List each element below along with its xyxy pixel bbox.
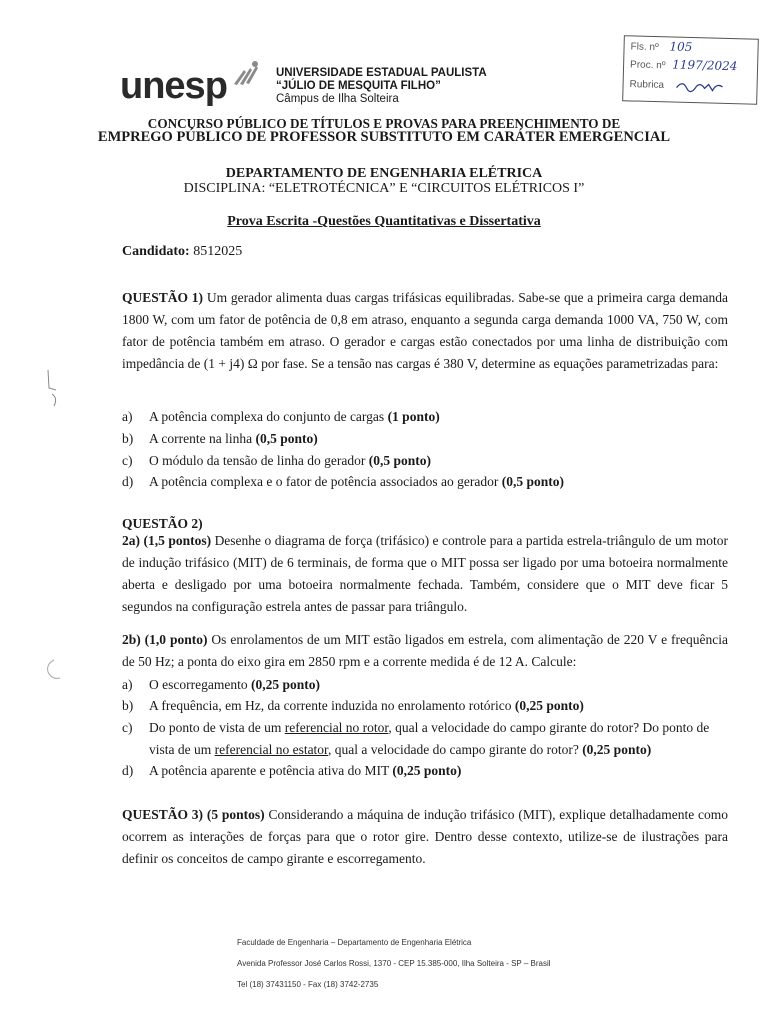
stamp-fls-label: Fls. nº	[630, 41, 659, 54]
question-2b-item: a) O escorregamento (0,25 ponto)	[122, 677, 320, 692]
punch-hole-icon	[44, 658, 64, 682]
question-1-item: a) A potência complexa do conjunto de cargas (1 ponto)	[122, 409, 440, 424]
question-2a-label: 2a) (1,5 pontos)	[122, 533, 212, 548]
question-3-text: Considerando a máquina de indução trifásico (MIT), explique detalhadamente como ocorrem as interações de forças para que o rotor gire. Dentro desse contexto, utilize-se de ilustrações para definir os conceitos de campo girante e escorregamento.	[122, 807, 729, 866]
question-1-item: b) A corrente na linha (0,5 ponto)	[122, 431, 318, 446]
protocol-stamp	[622, 35, 759, 105]
university-honoree: “JÚLIO DE MESQUITA FILHO”	[276, 80, 441, 92]
unesp-logo-mark-icon	[228, 58, 262, 88]
stamp-fls-value: 105	[669, 39, 693, 55]
question-2b	[122, 629, 728, 673]
question-2b-item: c) Do ponto de vista de um referencial no rotor, qual a velocidade do campo girante do rotor? Do ponto de vista de um referencial no estator, qual a velocidade do campo girante do rotor? (0,25 ponto)	[122, 720, 710, 757]
unesp-logo-text: unesp	[120, 65, 227, 107]
footer-phone: Tel (18) 37431150 - Fax (18) 3742-2735	[237, 980, 379, 989]
signature-icon	[675, 78, 725, 95]
exam-title: Prova Escrita -Questões Quantitativas e Dissertativa	[227, 214, 541, 229]
stamp-rubrica-label: Rubrica	[629, 79, 665, 91]
question-2b-label: 2b) (1,0 ponto)	[122, 632, 208, 647]
question-1-item: c) O módulo da tensão de linha do gerador (0,5 ponto)	[122, 453, 431, 468]
contest-title-line2: EMPREGO PÚBLICO DE PROFESSOR SUBSTITUTO EM CARÁTER EMERGENCIAL	[97, 129, 671, 145]
candidate-label: Candidato:	[122, 244, 190, 259]
question-1-item: d) A potência complexa e o fator de potência associados ao gerador (0,5 ponto)	[122, 474, 564, 489]
candidate-number: 8512025	[193, 244, 243, 259]
stator-reference-text: referencial no estator	[214, 742, 329, 757]
stamp-proc-value: 1197/2024	[672, 57, 738, 74]
question-2b-item: b) A frequência, em Hz, da corrente induzida no enrolamento rotórico (0,25 ponto)	[122, 698, 584, 713]
question-2a-text: Desenhe o diagrama de força (trifásico) e controle para a partida estrela-triângulo de um motor de indução trifásico (MIT) de 6 terminais, de forma que o MIT possa ser ligado por uma botoeira normalmente aberta e desligado por uma botoeira normalmente fechada. Também, considere que o MIT deve ficar 5 segundos na configuração estrela antes de passar para triângulo.	[122, 533, 728, 614]
contest-title-line1: CONCURSO PÚBLICO DE TÍTULOS E PROVAS PARA PREENCHIMENTO DE	[147, 116, 621, 131]
question-2a	[122, 530, 728, 618]
question-1-text: Um gerador alimenta duas cargas trifásicas equilibradas. Sabe-se que a primeira carga demanda 1800 W, com um fator de potência de 0,8 em atraso, enquanto a segunda carga demanda 1000 VA, 750 W, com fator de potência também em atraso. O gerador e cargas estão conectados por uma linha de distribuição com impedância de (1 + j4) Ω por fase. Se a tensão nas cargas é 380 V, determine as equações parametrizadas para:	[122, 290, 729, 371]
footer-faculty: Faculdade de Engenharia – Departamento de Engenharia Elétrica	[237, 938, 472, 947]
question-3-label: QUESTÃO 3) (5 pontos)	[122, 807, 265, 822]
rotor-reference-text: referencial no rotor	[284, 720, 389, 735]
question-3	[122, 804, 728, 870]
margin-mark-icon	[42, 368, 64, 408]
footer-address: Avenida Professor José Carlos Rossi, 1370 - CEP 15.385-000, Ilha Solteira - SP – Brasil	[237, 959, 551, 968]
stamp-proc-label: Proc. nº	[629, 59, 666, 72]
question-1-label: QUESTÃO 1)	[122, 290, 204, 305]
discipline-title: DISCIPLINA: “ELETROTÉCNICA” E “CIRCUITOS ELÉTRICOS I”	[183, 181, 585, 196]
question-2b-item: d) A potência aparente e potência ativa do MIT (0,25 ponto)	[122, 763, 462, 778]
department-title: DEPARTAMENTO DE ENGENHARIA ELÉTRICA	[225, 166, 543, 181]
candidate-line	[122, 244, 242, 260]
university-name: UNIVERSIDADE ESTADUAL PAULISTA	[276, 67, 487, 79]
question-2-label: QUESTÃO 2)	[122, 516, 203, 531]
campus-name: Câmpus de Ilha Solteira	[276, 93, 399, 105]
question-1	[122, 287, 728, 375]
university-block	[276, 67, 487, 106]
question-2b-text: Os enrolamentos de um MIT estão ligados em estrela, com alimentação de 220 V e frequência de 50 Hz; a ponta do eixo gira em 2850 rpm e a corrente medida é de 12 A. Calcule:	[122, 632, 729, 669]
